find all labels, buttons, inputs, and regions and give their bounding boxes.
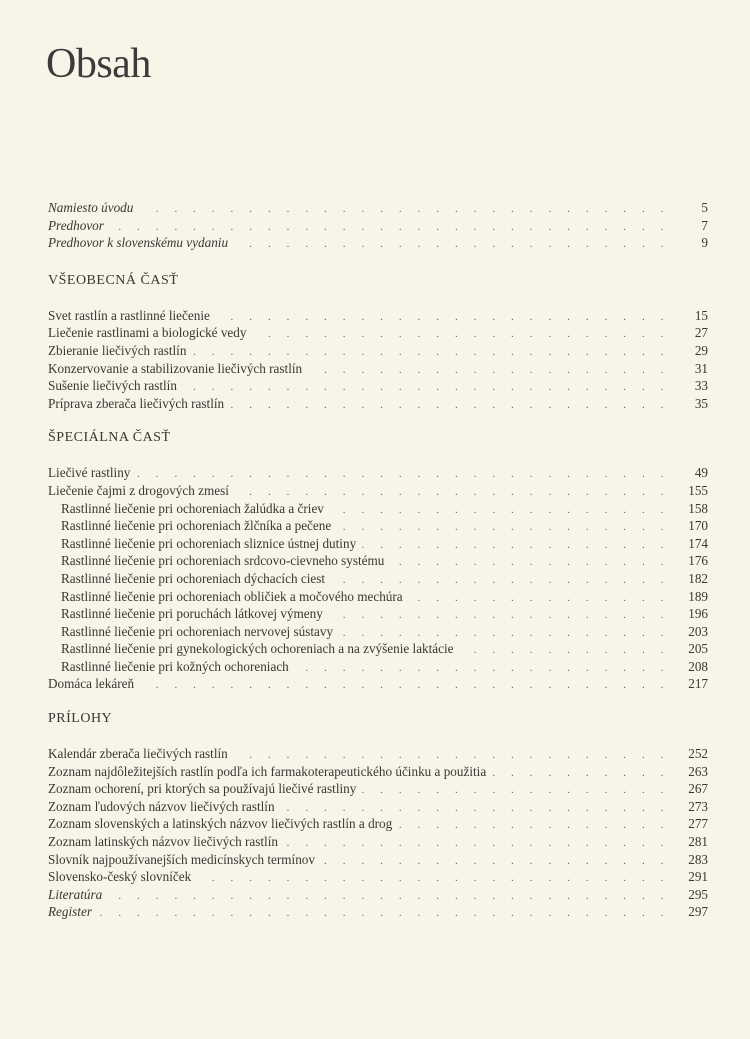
- toc-entry[interactable]: [48, 745, 708, 763]
- leader-dots: [140, 677, 670, 695]
- toc-entry-label: Slovník najpoužívanejších medicínskych termínov: [48, 851, 315, 867]
- leader-dots: [295, 660, 670, 678]
- toc-page-number: 7: [701, 217, 708, 233]
- toc-entry[interactable]: [48, 833, 708, 851]
- toc-entry-label: Slovensko-český slovníček: [48, 869, 192, 885]
- toc-entry-label: Zoznam slovenských a latinských názvov liečivých rastlín a drog: [48, 816, 393, 832]
- toc-entry[interactable]: [48, 868, 708, 886]
- toc-entry-label: Zoznam ochorení, pri ktorých sa používajú liečivé rastliny: [48, 781, 357, 797]
- toc-entry-label: Sušenie liečivých rastlín: [48, 378, 177, 394]
- toc-page-number: 49: [694, 465, 708, 481]
- toc-page-number: 283: [688, 851, 708, 867]
- toc-page-number: 33: [694, 378, 708, 394]
- toc-entry[interactable]: [48, 395, 708, 413]
- toc-entry-label: Zoznam latinských názvov liečivých rastlín: [48, 834, 278, 850]
- leader-dots: [234, 236, 670, 254]
- leader-dots: [362, 537, 670, 555]
- toc-page-number: 5: [701, 200, 708, 215]
- toc-page-number: 9: [701, 235, 708, 251]
- section-heading-special: ŠPECIÁLNA ČASŤ: [48, 430, 171, 446]
- toc-subentry[interactable]: [48, 623, 708, 641]
- toc-entry[interactable]: [48, 377, 708, 395]
- toc-entry-label: Rastlinné liečenie pri ochoreniach sliznice ústnej dutiny: [61, 535, 357, 551]
- toc-entry[interactable]: [48, 851, 708, 869]
- toc-page-number: 170: [688, 518, 708, 534]
- toc-page-number: 176: [688, 553, 708, 569]
- leader-dots: [362, 782, 670, 800]
- toc-entry[interactable]: [48, 307, 708, 325]
- toc-entry-label: Zoznam ľudových názvov liečivých rastlín: [48, 798, 275, 814]
- toc-page-number: 263: [688, 763, 708, 779]
- toc-entry[interactable]: [48, 464, 708, 482]
- leader-dots: [329, 607, 670, 625]
- leader-dots: [337, 519, 670, 537]
- toc-page-number: 174: [688, 535, 708, 551]
- toc-page-number: 205: [688, 641, 708, 657]
- toc-page-number: 277: [688, 816, 708, 832]
- toc-page-number: 295: [688, 886, 708, 902]
- toc-subentry[interactable]: [48, 588, 708, 606]
- toc-entry-preface-slovak[interactable]: [48, 234, 708, 252]
- toc-page-number: 281: [688, 834, 708, 850]
- toc-page-number: 208: [688, 658, 708, 674]
- toc-entry-label: Rastlinné liečenie pri ochoreniach žalúdka a čriev: [61, 500, 324, 516]
- toc-entry-label: Rastlinné liečenie pri poruchách látkovej výmeny: [61, 606, 323, 622]
- toc-entry-label: Rastlinné liečenie pri ochoreniach obličiek a močového mechúra: [61, 588, 403, 604]
- toc-page-number: 196: [688, 606, 708, 622]
- toc-entry-label: Liečenie rastlinami a biologické vedy: [48, 325, 247, 341]
- leader-dots: [390, 554, 670, 572]
- toc-entry-label: Register: [48, 904, 92, 920]
- toc-entry-label: Rastlinné liečenie pri kožných ochoreniach: [61, 658, 289, 674]
- toc-entry-intro[interactable]: [48, 199, 708, 217]
- toc-entry-label: Predhovor k slovenskému vydaniu: [48, 235, 229, 251]
- toc-page-number: 297: [688, 904, 708, 920]
- leader-dots: [330, 502, 670, 520]
- leader-dots: [230, 397, 670, 415]
- toc-subentry[interactable]: [48, 552, 708, 570]
- toc-entry-label: Rastlinné liečenie pri ochoreniach žlčníka a pečene: [61, 518, 332, 534]
- toc-entry-label: Predhovor: [48, 217, 104, 233]
- toc-entry-label: Konzervovanie a stabilizovanie liečivých rastlín: [48, 360, 303, 376]
- toc-subentry[interactable]: [48, 605, 708, 623]
- page-title: Obsah: [46, 41, 151, 87]
- toc-page-number: 189: [688, 588, 708, 604]
- toc-entry-label: Liečivé rastliny: [48, 465, 131, 481]
- leader-dots: [492, 765, 670, 783]
- toc-page-number: 31: [694, 360, 708, 376]
- leader-dots: [284, 835, 670, 853]
- leader-dots: [216, 309, 670, 327]
- leader-dots: [108, 888, 670, 906]
- toc-entry[interactable]: [48, 482, 708, 500]
- toc-page-number: 29: [694, 342, 708, 358]
- toc-entry-label: Literatúra: [48, 886, 103, 902]
- toc-entry[interactable]: [48, 675, 708, 693]
- toc-entry[interactable]: [48, 763, 708, 781]
- toc-page-number: 27: [694, 325, 708, 341]
- toc-entry[interactable]: [48, 780, 708, 798]
- toc-subentry[interactable]: [48, 570, 708, 588]
- leader-dots: [98, 905, 670, 923]
- toc-entry-label: Rastlinné liečenie pri ochoreniach dýchacích ciest: [61, 570, 326, 586]
- toc-page-number: 217: [688, 676, 708, 692]
- toc-entry-label: Príprava zberača liečivých rastlín: [48, 395, 225, 411]
- leader-dots: [252, 326, 670, 344]
- toc-entry-label: Rastlinné liečenie pri ochoreniach srdcovo-cievneho systému: [61, 553, 385, 569]
- toc-entry-label: Kalendár zberača liečivých rastlín: [48, 746, 228, 762]
- leader-dots: [321, 853, 670, 871]
- toc-entry-label: Svet rastlín a rastlinné liečenie: [48, 307, 210, 323]
- leader-dots: [139, 201, 670, 219]
- toc-entry-preface[interactable]: [48, 217, 708, 235]
- toc-page-number: 267: [688, 781, 708, 797]
- table-of-contents: [48, 199, 708, 921]
- leader-dots: [409, 590, 670, 608]
- toc-subentry[interactable]: [48, 535, 708, 553]
- toc-entry[interactable]: [48, 815, 708, 833]
- toc-entry-label: Domáca lekáreň: [48, 676, 135, 692]
- toc-page-number: 15: [694, 307, 708, 323]
- toc-entry-label: Rastlinné liečenie pri ochoreniach nervovej sústavy: [61, 623, 334, 639]
- toc-entry-register[interactable]: [48, 903, 708, 921]
- toc-subentry[interactable]: [48, 500, 708, 518]
- toc-entry[interactable]: [48, 798, 708, 816]
- toc-entry-label: Rastlinné liečenie pri gynekologických ochoreniach a na zvýšenie laktácie: [61, 641, 454, 657]
- leader-dots: [398, 817, 670, 835]
- toc-entry[interactable]: [48, 360, 708, 378]
- toc-subentry[interactable]: [48, 640, 708, 658]
- toc-page-number: 291: [688, 869, 708, 885]
- toc-page-number: 252: [688, 746, 708, 762]
- leader-dots: [183, 379, 670, 397]
- toc-page-number: 182: [688, 570, 708, 586]
- toc-page-number: 35: [694, 395, 708, 411]
- toc-entry-label: Zbieranie liečivých rastlín: [48, 342, 187, 358]
- toc-page-number: 155: [688, 482, 708, 498]
- toc-entry-literature[interactable]: [48, 886, 708, 904]
- toc-entry-label: Liečenie čajmi z drogových zmesí: [48, 482, 229, 498]
- leader-dots: [197, 870, 670, 888]
- leader-dots: [460, 642, 670, 660]
- toc-subentry[interactable]: [48, 517, 708, 535]
- toc-page-number: 158: [688, 500, 708, 516]
- toc-entry-label: Namiesto úvodu: [48, 200, 134, 215]
- toc-page-number: 273: [688, 798, 708, 814]
- leader-dots: [308, 362, 670, 380]
- toc-entry[interactable]: [48, 324, 708, 342]
- toc-page-number: 203: [688, 623, 708, 639]
- section-heading-appendices: PRÍLOHY: [48, 711, 113, 727]
- toc-entry[interactable]: [48, 342, 708, 360]
- toc-entry-label: Zoznam najdôležitejších rastlín podľa ich farmakoterapeutického účinku a použitia: [48, 763, 487, 779]
- section-heading-general: VŠEOBECNÁ ČASŤ: [48, 272, 179, 288]
- toc-subentry[interactable]: [48, 658, 708, 676]
